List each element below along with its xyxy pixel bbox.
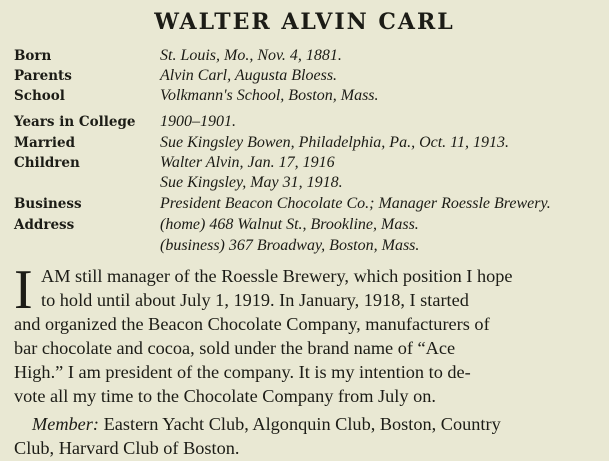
body-line: bar chocolate and cocoa, sold under the brand name of “Ace bbox=[14, 338, 456, 358]
fact-label: Born bbox=[14, 48, 52, 64]
body-line: High.” I am president of the company. It is my intention to de- bbox=[14, 362, 471, 382]
fact-value: Alvin Carl, Augusta Bloess. bbox=[160, 67, 338, 84]
body-line: and organized the Beacon Chocolate Company, manufacturers of bbox=[14, 314, 490, 334]
fact-label: Married bbox=[14, 135, 76, 151]
fact-label: Parents bbox=[14, 68, 72, 84]
body-line: vote all my time to the Chocolate Company from July on. bbox=[14, 386, 436, 406]
fact-label: Years in College bbox=[14, 114, 136, 130]
member-line: Club, Harvard Club of Boston. bbox=[14, 438, 240, 458]
page-title: WALTER ALVIN CARL bbox=[154, 9, 455, 35]
fact-value: Volkmann's School, Boston, Mass. bbox=[160, 87, 379, 104]
fact-value: Walter Alvin, Jan. 17, 1916 bbox=[160, 154, 335, 171]
fact-label: Children bbox=[14, 155, 80, 171]
drop-cap: I bbox=[14, 259, 33, 321]
member-text: Eastern Yacht Club, Algonquin Club, Boston, Country bbox=[103, 414, 501, 434]
fact-value: (home) 468 Walnut St., Brookline, Mass. bbox=[160, 216, 419, 233]
member-label: Member: bbox=[32, 414, 100, 434]
fact-value: St. Louis, Mo., Nov. 4, 1881. bbox=[160, 47, 342, 64]
member-paragraph bbox=[14, 412, 598, 460]
fact-label: School bbox=[14, 88, 65, 104]
body-paragraph bbox=[14, 259, 598, 408]
fact-value: 1900–1901. bbox=[160, 113, 236, 130]
fact-label: Address bbox=[14, 217, 75, 233]
fact-value: Sue Kingsley, May 31, 1918. bbox=[160, 174, 343, 191]
fact-label: Business bbox=[14, 196, 82, 212]
fact-value: (business) 367 Broadway, Boston, Mass. bbox=[160, 237, 420, 254]
body-line: AM still manager of the Roessle Brewery, which position I hope bbox=[41, 266, 513, 286]
fact-value: President Beacon Chocolate Co.; Manager Roessle Brewery. bbox=[160, 195, 551, 212]
body-line: to hold until about July 1, 1919. In January, 1918, I started bbox=[41, 290, 469, 310]
member-line bbox=[14, 412, 598, 436]
fact-value: Sue Kingsley Bowen, Philadelphia, Pa., Oct. 11, 1913. bbox=[160, 134, 509, 151]
